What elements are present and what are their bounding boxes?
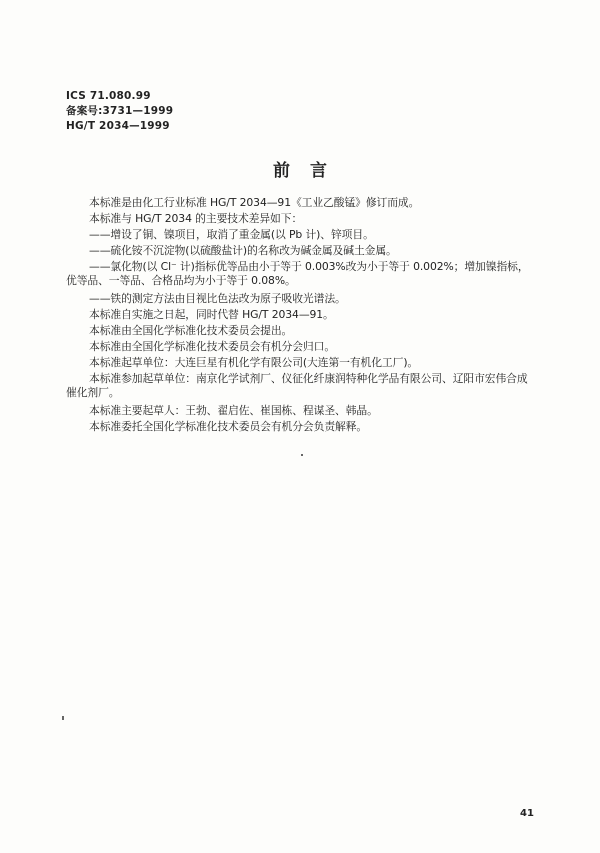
page-title: 前言 — [273, 161, 347, 181]
body-paragraph: 本标准与 HG/T 2034 的主要技术差异如下： — [89, 212, 303, 225]
body-paragraph: ——铁的测定方法由目视比色法改为原子吸收光谱法。 — [89, 292, 346, 305]
body-paragraph: 本标准参加起草单位：南京化学试剂厂、仪征化纤康润特种化学品有限公司、辽阳市宏伟合成催化剂厂。 — [66, 372, 528, 399]
body-paragraph: 本标准由全国化学标准化技术委员会有机分会归口。 — [89, 340, 336, 353]
standard-code: HG/T 2034—1999 — [66, 120, 170, 132]
scan-speck — [301, 454, 303, 456]
body-paragraph: 本标准委托全国化学标准化技术委员会有机分会负责解释。 — [89, 420, 368, 433]
body-paragraph: ——增设了铜、镍项目，取消了重金属(以 Pb 计)、锌项目。 — [89, 228, 374, 241]
body-paragraph: 本标准自实施之日起，同时代替 HG/T 2034—91。 — [89, 308, 334, 321]
body-paragraph: ——氯化物(以 Cl⁻ 计)指标优等品由小于等于 0.003%改为小于等于 0.002%；增加镍指标，优等品、一等品、合格品均为小于等于 0.08%。 — [66, 260, 529, 287]
body-paragraph: 本标准主要起草人：王勃、翟启佐、崔国栋、程谋圣、韩晶。 — [89, 404, 378, 417]
body-paragraph: 本标准由全国化学标准化技术委员会提出。 — [89, 324, 293, 337]
record-number: 备案号:3731—1999 — [66, 105, 174, 117]
scan-speck — [62, 716, 64, 720]
ics-code: ICS 71.080.99 — [66, 90, 151, 102]
body-paragraph: ——硫化铵不沉淀物(以硫酸盐计)的名称改为碱金属及碱土金属。 — [89, 244, 397, 257]
body-paragraph: 本标准是由化工行业标准 HG/T 2034—91《工业乙酸锰》修订而成。 — [89, 196, 420, 209]
page-number: 41 — [520, 808, 534, 819]
body-paragraph: 本标准起草单位：大连巨星有机化学有限公司(大连第一有机化工厂)。 — [89, 356, 419, 369]
